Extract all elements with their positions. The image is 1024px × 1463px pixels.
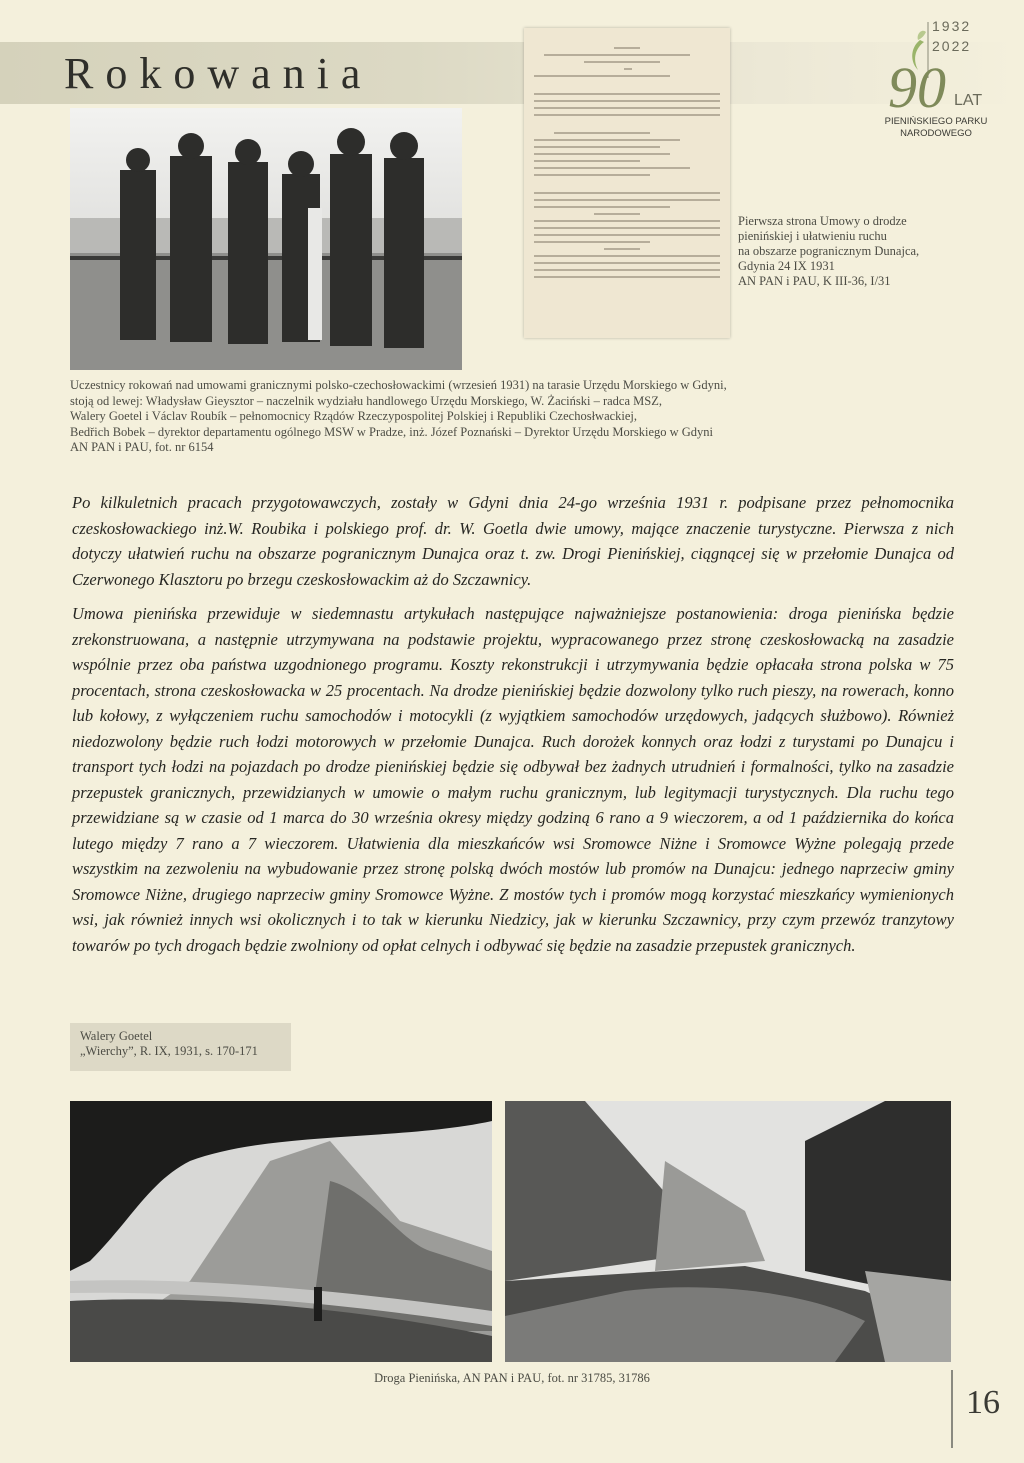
group-photo — [70, 108, 462, 370]
document-caption-line: Pierwsza strona Umowy o drodze — [738, 214, 907, 228]
photo-caption-line: Uczestnicy rokowań nad umowami granicznymi polsko-czechosłowackimi (wrzesień 1931) na tarasie Urzędu Morskiego w Gdyni, — [70, 378, 727, 392]
treaty-document-scan — [524, 28, 730, 338]
page-number: 16 — [966, 1384, 1000, 1421]
article-body — [72, 490, 954, 967]
pieniny-road-photo-right — [505, 1101, 951, 1362]
logo-year-end: 2022 — [932, 38, 972, 54]
article-paragraph: Po kilkuletnich pracach przygotowawczych, zostały w Gdyni dnia 24-go września 1931 r. podpisane przez pełnomocnika czeskosłowackiego inż.W. Roubika i polskiego prof. dr. W. Goetla dwie umowy, mające znaczenie turystyczne. Pierwsza z nich dotyczy ułatwień ruchu na obszarze pogranicznym Dunajca oraz t. zw. Drogi Pienińskiej, ciągnącej się w przełomie Dunajca od Czerwonego Klasztoru po brzegu czeskosłowackim aż do Szczawnicy. — [72, 493, 954, 589]
logo-line1: PIENIŃSKIEGO PARKU — [884, 116, 988, 127]
page-number-divider — [951, 1370, 953, 1448]
document-caption-line: na obszarze pogranicznym Dunajca, — [738, 244, 920, 258]
logo-numeral: 90 — [888, 55, 946, 120]
source-author: Walery Goetel — [80, 1029, 153, 1043]
pieniny-road-photo-left — [70, 1101, 492, 1362]
logo-year-start: 1932 — [932, 18, 972, 34]
document-caption — [738, 214, 978, 289]
photo-caption-line: Bedřich Bobek – dyrektor departamentu ogólnego MSW w Pradze, inż. Józef Poznański – Dyrektor Urzędu Morskiego w Gdyni — [70, 424, 714, 439]
logo-line2: NARODOWEGO — [900, 128, 972, 139]
bottom-photos-caption: Droga Pienińska, AN PAN i PAU, fot. nr 31785, 31786 — [374, 1371, 650, 1385]
logo-lat: LAT — [954, 92, 983, 109]
document-caption-line: Gdynia 24 IX 1931 — [738, 259, 835, 273]
source-citation — [70, 1023, 291, 1071]
source-reference: „Wierchy”, R. IX, 1931, s. 170-171 — [80, 1044, 258, 1058]
page-title: Rokowania — [64, 49, 373, 98]
photo-caption-line: Walery Goetel i Václav Roubík – pełnomocnicy Rządów Rzeczypospolitej Polskiej i Republiki Czechosłwackiej, — [70, 409, 638, 423]
park-logo — [880, 18, 992, 148]
photo-caption-line: AN PAN i PAU, fot. nr 6154 — [70, 440, 214, 454]
article-paragraph: Umowa pienińska przewiduje w siedemnastu artykułach następujące najważniejsze postanowienia: droga pienińska będzie zrekonstruowana, a następnie utrzymywana na podstawie projektu, wypracowanego przez stronę czeskosłowacką na zasadzie wspólnie przez oba państwa uzgodnionego programu. Koszty rekonstrukcji i utrzymywania będzie opłacała strona polska w 75 procentach, strona czeskosłowacka w 25 procentach. Na drodze pienińskiej będzie dozwolony tylko ruch pieszy, na rowerach, konno lub kołowy, z wyłączeniem ruchu samochodów i motocykli (z wyjątkiem samochodów urzędowych, jadących służbowo). Również niedozwolony będzie ruch łodzi motorowych w przełomie Dunajca. Ruch dorożek konnych oraz łodzi z turystami po Dunajcu i transport tych łodzi na pojazdach po drodze pienińskiej będzie się odbywał bez żadnych utrudnień i formalności, tylko na zasadzie przepustek granicznych, przewidzianych w umowie o małym ruchu granicznym, lub legitymacji turystycznych. Dla ruchu tego przewidziane są w czasie od 1 marca do 30 września okresy między godziną 6 rano a 9 wieczorem, a od 1 października do końca lutego między 7 rano a 7 wieczorem. Ułatwienia dla mieszkańców wsi Sromowce Niżne i Sromowce Wyżne polegają przede wszystkim na zezwoleniu na wybudowanie przez stronę polską dwóch mostów lub promów na Dunajcu: jednego naprzeciw gminy Sromowce Niżne, drugiego naprzeciw gminy Sromowce Wyżne. Z mostów tych i promów mogą korzystać mieszkańcy wymienionych wsi, jak również innych wsi okolicznych i to tak w kierunku Niedzicy, jak w kierunku Szczawnicy, przy czym przewóz tranzytowy towarów po tych drogach będzie zwolniony od opłat celnych i odbywać się będzie na zasadzie przepustek granicznych. — [72, 604, 954, 955]
photo-caption-line: stoją od lewej: Władysław Gieysztor – naczelnik wydziału handlowego Urzędu Morskiego, W. Żaciński – radca MSZ, — [70, 393, 662, 408]
group-photo-caption — [70, 378, 950, 456]
document-caption-line: pienińskiej i ułatwieniu ruchu — [738, 229, 887, 243]
document-caption-line: AN PAN i PAU, K III-36, I/31 — [738, 274, 891, 288]
